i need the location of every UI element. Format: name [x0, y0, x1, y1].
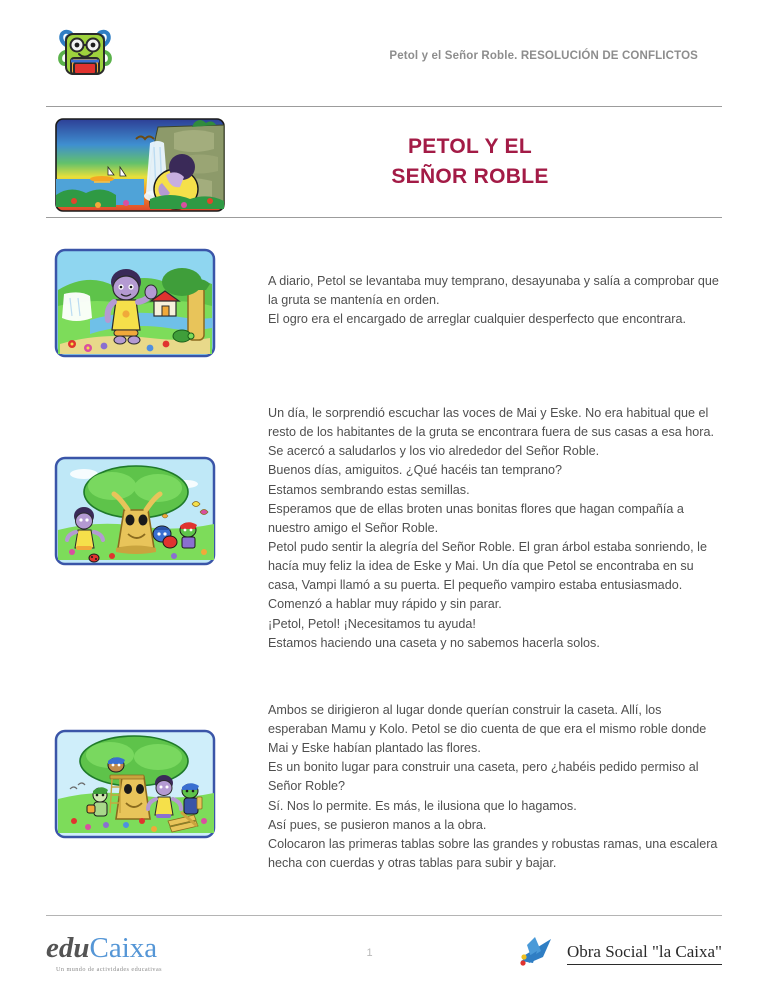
la-caixa-star-icon: [517, 935, 557, 972]
paragraph: Un día, le sorprendió escuchar las voces de Mai y Eske. No era habitual que el resto de los habitantes de la gruta se encontrara fuera de sus casas a esa hora. Se acercó a saludarlos y los vio alrededor del Señor Roble.: [268, 406, 714, 459]
page-title-line1: PETOL Y EL: [408, 135, 532, 159]
paragraph: Buenos días, amiguitos. ¿Qué hacéis tan temprano?: [268, 463, 563, 478]
educaixa-logo-caixa: Caixa: [89, 931, 158, 964]
story-block: [46, 701, 722, 873]
paragraph: Es un bonito lugar para construir una caseta, pero ¿habéis pedido permiso al Señor Roble?: [268, 760, 699, 794]
paragraph: Esperamos que de ellas broten unas bonitas flores que hagan compañía a nuestro amigo el Señor Roble.: [268, 501, 684, 535]
paragraph: ¡Petol, Petol! ¡Necesitamos tu ayuda!: [268, 616, 476, 631]
story-text: [216, 701, 722, 873]
footer-divider: [46, 915, 722, 916]
educaixa-tagline: Un mundo de actividades educativas: [56, 965, 163, 973]
paragraph: Estamos haciendo una caseta y no sabemos hacerla solos.: [268, 635, 600, 650]
page-title-line2: SEÑOR ROBLE: [391, 165, 549, 188]
senor-roble-tree-with-friends-illustration: [54, 456, 216, 566]
paragraph: El ogro era el encargado de arreglar cualquier desperfecto que encontrara.: [268, 312, 686, 327]
monster-backpack-icon: [54, 20, 116, 82]
title-band: [46, 107, 722, 217]
story-text: [216, 404, 722, 653]
paragraph: Estamos sembrando estas semillas.: [268, 482, 470, 497]
page-number: 1: [366, 947, 373, 959]
paragraph: Así pues, se pusieron manos a la obra.: [268, 817, 487, 832]
tree-house-building-illustration: [54, 729, 216, 839]
paragraph: Petol pudo sentir la alegría del Señor Roble. El gran árbol estaba sonriendo, le hacía muy feliz la idea de Eske y Mai. Un día que Petol se encontraba en su casa, Vampi llamó a su puerta. El pequeño vampiro estaba entusiasmado. Comenzó a hablar muy rápido y sin parar.: [268, 539, 707, 612]
paragraph: Sí. Nos lo permite. Es más, le ilusiona que lo hagamos.: [268, 798, 577, 813]
paragraph: Colocaron las primeras tablas sobre las grandes y robustas ramas, una escalera hecha con cuerdas y otras tablas para subir y bajar.: [268, 836, 718, 870]
story-block: [46, 404, 722, 653]
page-header: [46, 0, 722, 90]
sunset-waterfall-landscape-illustration: [54, 117, 226, 213]
page-footer: [46, 915, 722, 976]
running-header-title: Petol y el Señor Roble. RESOLUCIÓN DE CONFLICTOS: [389, 50, 698, 62]
obra-social-logo: [517, 935, 722, 972]
educaixa-logo-edu: edu: [46, 931, 90, 964]
story-block: [46, 248, 722, 358]
obra-social-text: Obra Social "la Caixa": [567, 942, 722, 965]
story-text: [216, 248, 722, 329]
paragraph: A diario, Petol se levantaba muy temprano, desayunaba y salía a comprobar que la gruta se mantenía en orden.: [268, 274, 719, 308]
paragraph: Ambos se dirigieron al lugar donde querían construir la caseta. Allí, los esperaban Mamu y Kolo. Petol se dio cuenta de que era el mismo roble donde Mai y Eske habían plantado las flores.: [268, 702, 707, 756]
petol-waving-meadow-illustration: [54, 248, 216, 358]
educaixa-logo: [46, 931, 163, 973]
title-divider: [46, 217, 722, 218]
